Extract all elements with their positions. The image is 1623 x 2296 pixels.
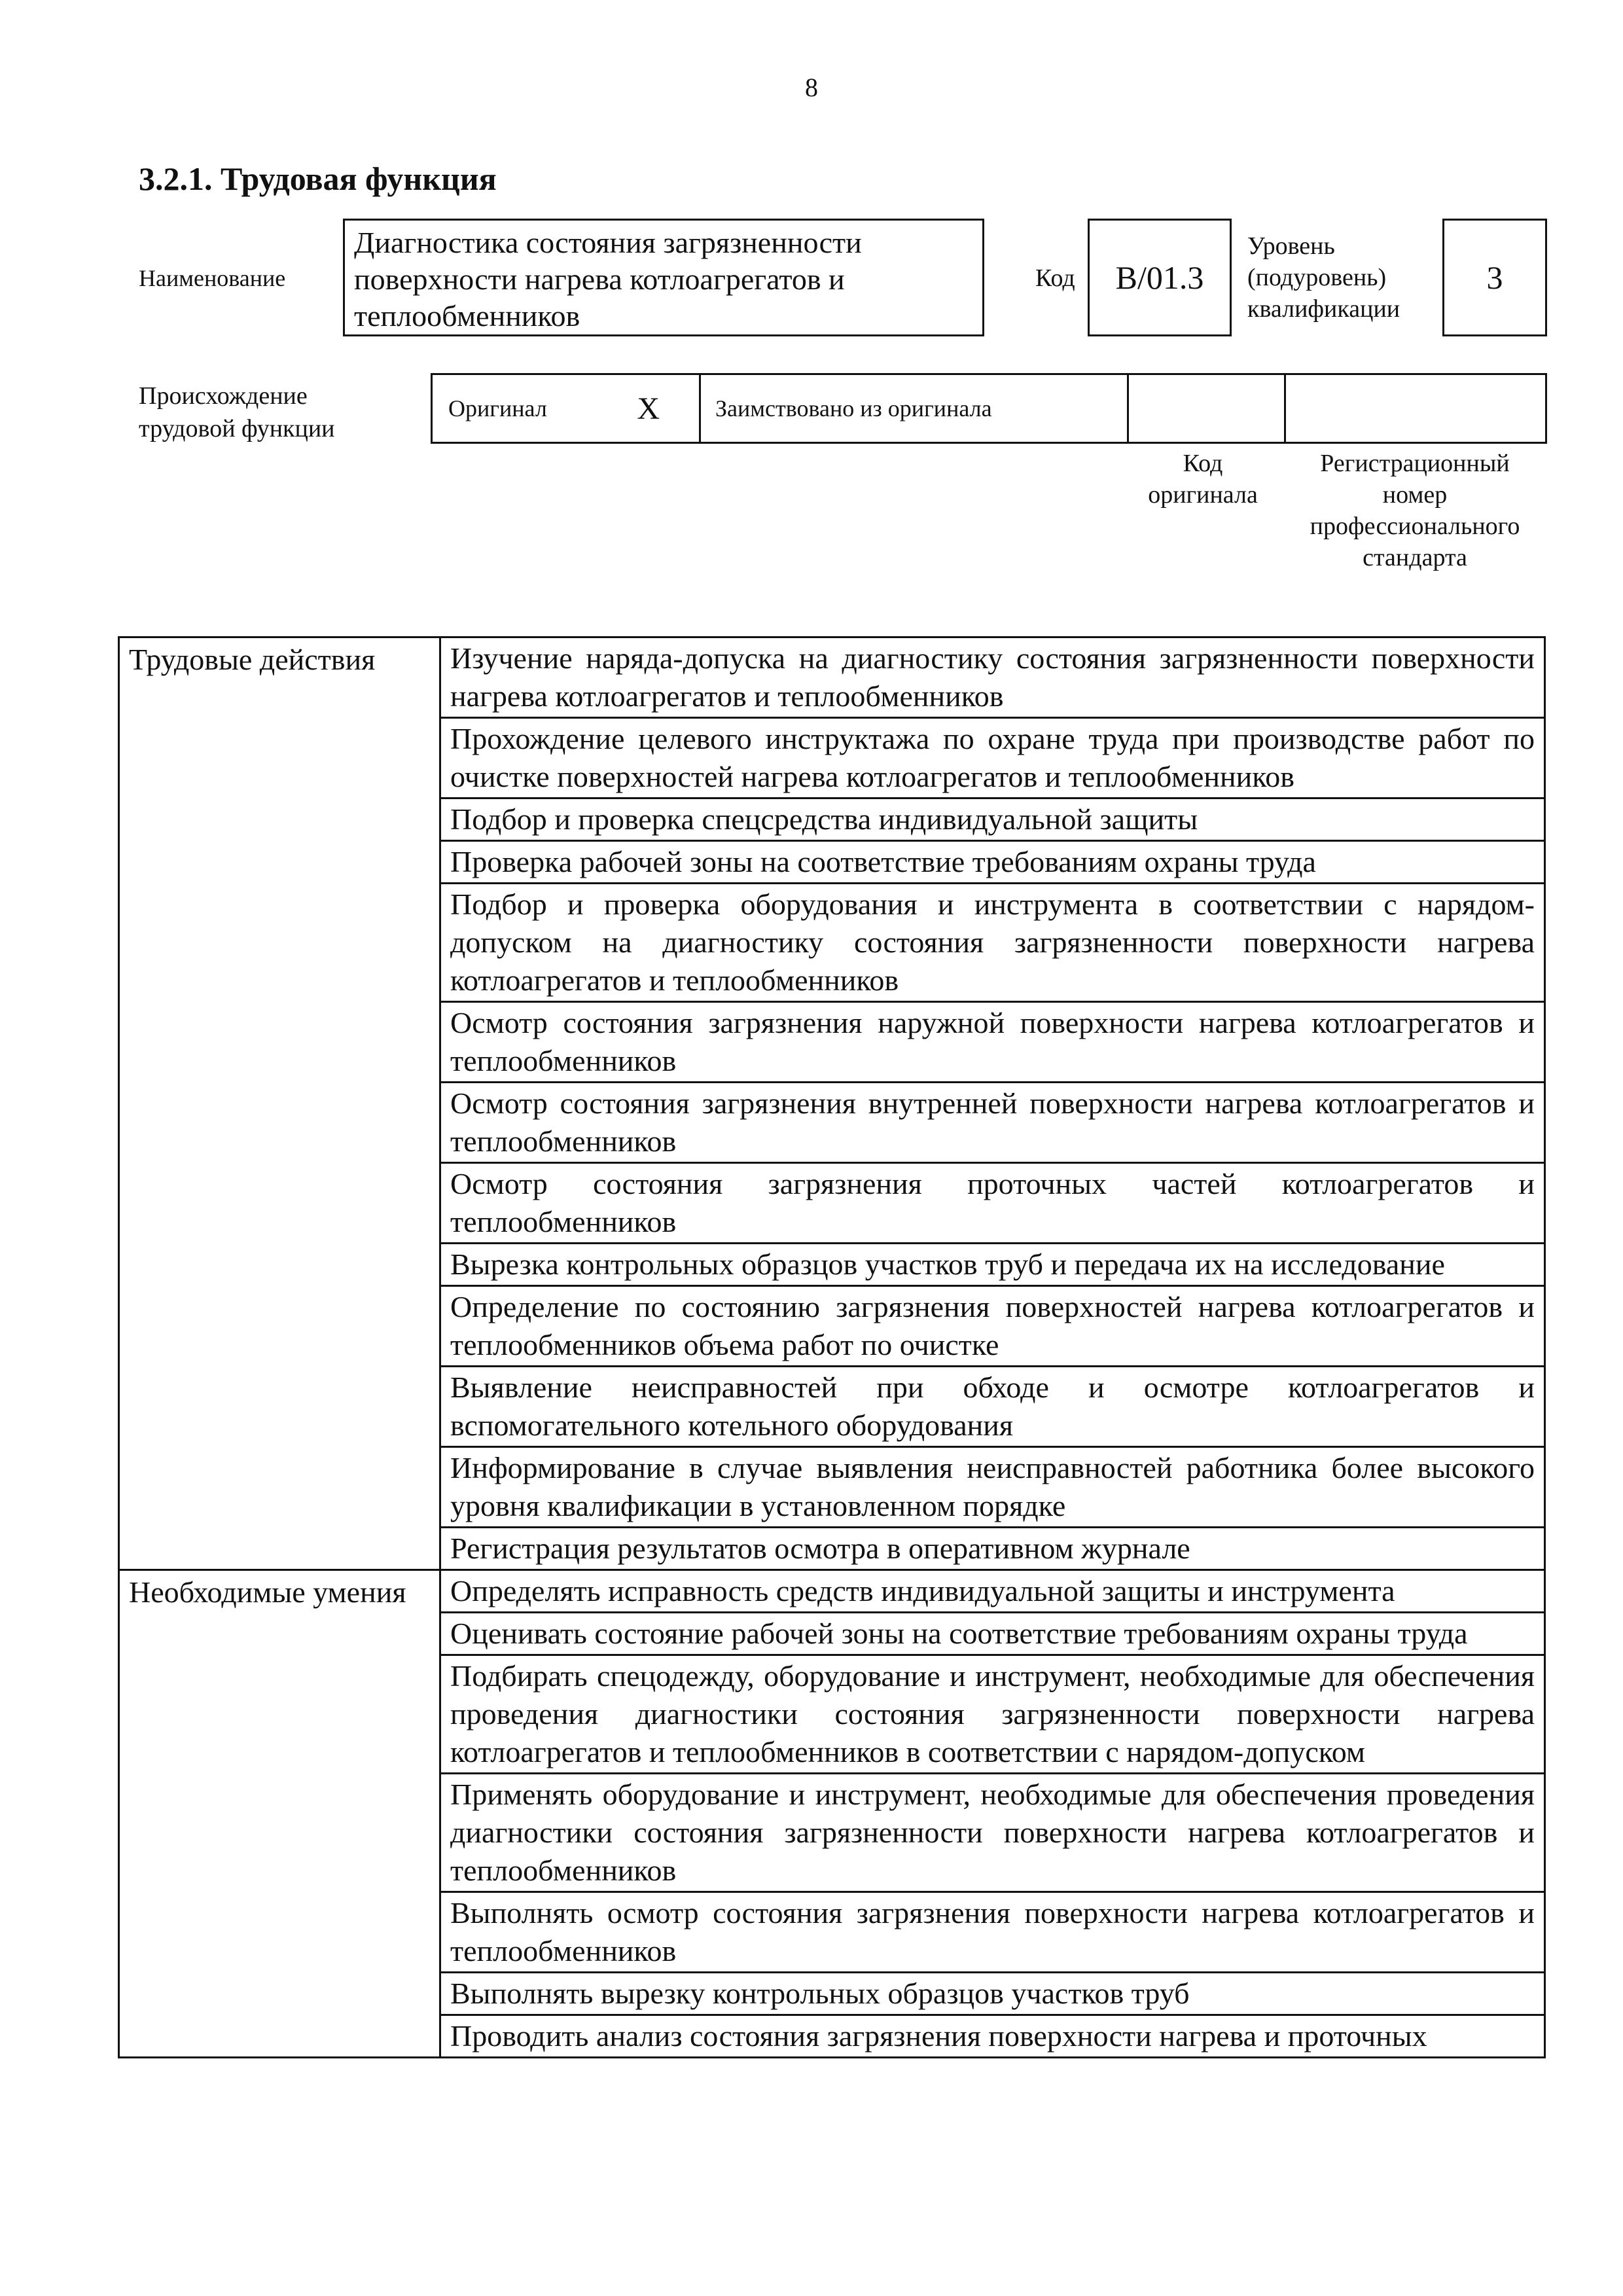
labor-action-item: Осмотр состояния загрязнения внутренней поверхности нагрева котлоагрегатов и теплообменников <box>440 1083 1545 1163</box>
origin-original-cell <box>433 375 701 442</box>
caption-line: Регистрационный <box>1320 450 1510 477</box>
caption-line: Код <box>1183 450 1223 477</box>
code-original-cell <box>1129 375 1286 442</box>
labor-action-item: Информирование в случае выявления неисправностей работника более высокого уровня квалификации в установленном порядке <box>440 1447 1545 1528</box>
labor-action-item: Осмотр состояния загрязнения наружной поверхности нагрева котлоагрегатов и теплообменников <box>440 1002 1545 1083</box>
page-number: 8 <box>805 73 818 102</box>
caption-line: номер <box>1382 481 1448 509</box>
labor-action-item: Вырезка контрольных образцов участков труб и передача их на исследование <box>440 1244 1545 1286</box>
required-skill-item: Оценивать состояние рабочей зоны на соответствие требованиям охраны труда <box>440 1613 1545 1655</box>
origin-label-line: Происхождение <box>139 382 308 410</box>
reg-number-caption <box>1283 448 1547 573</box>
caption-line: профессионального <box>1310 512 1520 540</box>
function-table <box>118 636 1546 2058</box>
code-original-caption <box>1124 448 1281 511</box>
reg-number-cell <box>1286 375 1545 442</box>
origin-table <box>431 373 1547 444</box>
level-value-box <box>1442 219 1547 336</box>
labor-action-item: Изучение наряда-допуска на диагностику состояния загрязненности поверхности нагрева котлоагрегатов и теплообменников <box>440 637 1545 718</box>
name-value: Диагностика состояния загрязненности поверхности нагрева котлоагрегатов и теплообменников <box>354 226 862 332</box>
required-skill-item: Определять исправность средств индивидуальной защиты и инструмента <box>440 1570 1545 1613</box>
labor-action-item: Определение по состоянию загрязнения поверхностей нагрева котлоагрегатов и теплообменников объема работ по очистке <box>440 1286 1545 1367</box>
labor-action-heading: Трудовые действия <box>119 637 440 1570</box>
labor-action-item: Подбор и проверка спецсредства индивидуальной защиты <box>440 798 1545 841</box>
labor-action-item: Регистрация результатов осмотра в оперативном журнале <box>440 1528 1545 1570</box>
code-value-box <box>1088 219 1232 336</box>
table-row <box>119 637 1545 718</box>
labor-action-item: Подбор и проверка оборудования и инструмента в соответствии с нарядом-допуском на диагностику состояния загрязненности поверхности нагрева котлоагрегатов и теплообменников <box>440 884 1545 1002</box>
section-title: 3.2.1. Трудовая функция <box>139 160 497 197</box>
level-label-line: квалификации <box>1247 295 1400 323</box>
origin-label-line: трудовой функции <box>139 415 335 442</box>
labor-action-item: Осмотр состояния загрязнения проточных частей котлоагрегатов и теплообменников <box>440 1163 1545 1244</box>
table-row <box>119 1570 1545 1613</box>
level-value: 3 <box>1486 259 1503 296</box>
required-skill-item: Выполнять вырезку контрольных образцов участков труб <box>440 1973 1545 2015</box>
level-label <box>1247 230 1400 325</box>
borrowed-label: Заимствовано из оригинала <box>715 395 992 422</box>
origin-label <box>139 380 335 445</box>
origin-borrowed-cell <box>701 375 1129 442</box>
labor-action-item: Выявление неисправностей при обходе и осмотре котлоагрегатов и вспомогательного котельного оборудования <box>440 1367 1545 1447</box>
caption-line: стандарта <box>1363 544 1467 571</box>
name-value-box <box>343 219 984 336</box>
code-label: Код <box>1035 264 1075 292</box>
labor-action-item: Проверка рабочей зоны на соответствие требованиям охраны труда <box>440 841 1545 884</box>
original-mark: X <box>637 391 660 426</box>
code-value: B/01.3 <box>1115 259 1204 296</box>
labor-action-item: Прохождение целевого инструктажа по охране труда при производстве работ по очистке поверхностей нагрева котлоагрегатов и теплообменников <box>440 718 1545 798</box>
name-label: Наименование <box>139 265 286 291</box>
level-label-line: Уровень <box>1247 232 1335 260</box>
required-skill-item: Выполнять осмотр состояния загрязнения поверхности нагрева котлоагрегатов и теплообменников <box>440 1892 1545 1973</box>
required-skill-heading: Необходимые умения <box>119 1570 440 2058</box>
caption-line: оригинала <box>1148 481 1258 509</box>
required-skill-item: Подбирать спецодежду, оборудование и инструмент, необходимые для обеспечения проведения диагностики состояния загрязненности поверхности нагрева котлоагрегатов и теплообменников в соответствии с нарядом-допуском <box>440 1655 1545 1774</box>
required-skill-item: Применять оборудование и инструмент, необходимые для обеспечения проведения диагностики состояния загрязненности поверхности нагрева котлоагрегатов и теплообменников <box>440 1774 1545 1892</box>
original-label: Оригинал <box>448 395 547 422</box>
required-skill-item: Проводить анализ состояния загрязнения поверхности нагрева и проточных <box>440 2015 1545 2058</box>
level-label-line: (подуровень) <box>1247 264 1387 291</box>
